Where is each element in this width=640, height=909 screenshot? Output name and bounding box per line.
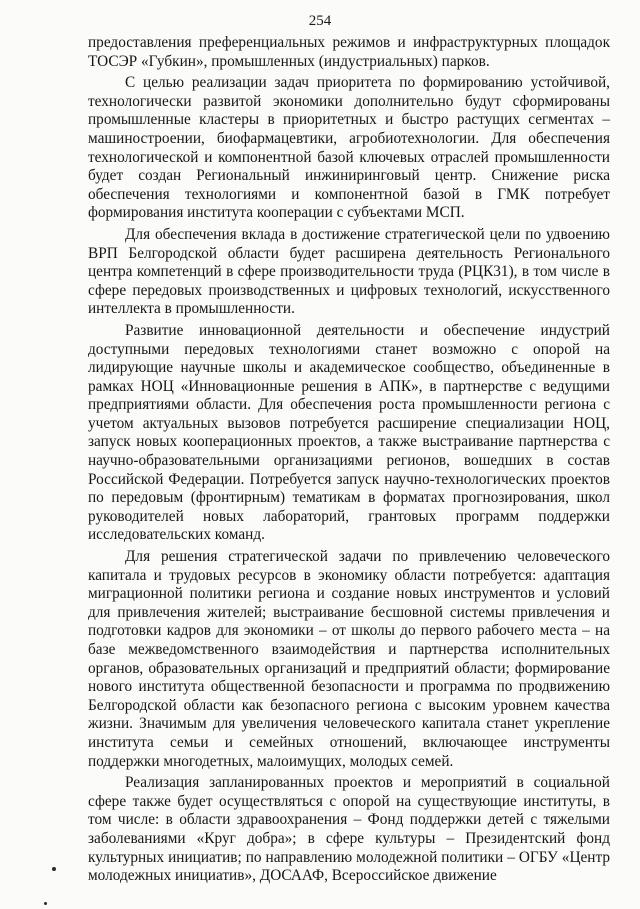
scan-dot-mark [52,867,56,871]
paragraph-innovation: Развитие инновационной деятельности и обеспечение индустрий доступными передовых технологиями станет возможно с опорой на лидирующие научные школы и академическое сообщество, объединенные в рамках НОЦ «Инновационные решения в АПК», в партнерстве с ведущими предприятиями области. Для обеспечения роста промышленности региона с учетом актуальных вызовов потребуется расширение специализации НОЦ, запуск новых кооперационных проектов, а также выстраивание партнерства с научно-образовательными организациями регионов, вошедших в состав Российской Федерации. Потребуется запуск научно-технологических проектов по передовым (фронтирным) тематикам в форматах прогнозирования, школ руководителей новых лабораторий, грантовых программ поддержки исследовательских команд. [88,321,610,544]
paragraph-social-sphere: Реализация запланированных проектов и мероприятий в социальной сфере также будет осуществляться с опорой на существующие институты, в том числе: в области здравоохранения – Фонд поддержки детей с тяжелыми заболеваниями «Круг добра»; в сфере культуры – Президентский фонд культурных инициатив; по направлению молодежной политики – ОГБУ «Центр молодежных инициатив», ДОСААФ, Всероссийское движение [88,774,610,885]
scan-dot-mark [44,902,47,905]
page-number: 254 [308,13,332,29]
paragraph-human-capital: Для решения стратегической задачи по привлечению человеческого капитала и трудовых ресурсов в экономику области потребуется: адаптация миграционной политики региона и создание новых инструментов и условий для привлечения жителей; выстраивание бесшовной системы привлечения и подготовки кадров для экономики – от школы до первого рабочего места – на базе межведомственного взаимодействия и партнерства исполнительных органов, образовательных организаций и предприятий области; формирование нового института общественной безопасности и программа по продвижению Белгородской области как безопасного региона с высоким уровнем качества жизни. Значимым для увеличения человеческого капитала станет укрепление института семьи и семейных отношений, включающее инструменты поддержки многодетных, малоимущих, молодых семей. [88,548,610,770]
paragraph-continuation: предоставления преференциальных режимов и инфраструктурных площадок ТОСЭР «Губкин», промышленных (индустриальных) парков. [88,34,610,70]
paragraph-grp-doubling: Для обеспечения вклада в достижение стратегической цели по удвоению ВРП Белгородской области будет расширена деятельность Регионального центра компетенций в сфере производительности труда (РЦК31), в том числе в сфере передовых производственных и цифровых технологий, искусственного интеллекта в промышленности. [88,225,610,318]
document-body [88,34,610,886]
paragraph-industrial-clusters: С целью реализации задач приоритета по формированию устойчивой, технологически развитой экономики дополнительно будут сформированы промышленные кластеры в приоритетных и быстро растущих сегментах – машиностроении, биофармацевтики, агробиотехнологии. Для обеспечения технологической и компонентной базой ключевых отраслей промышленности будет создан Региональный инжиниринговый центр. Снижение риска обеспечения технологиями и компонентной базой в ГМК потребует формирования института кооперации с субъектами МСП. [88,74,610,222]
